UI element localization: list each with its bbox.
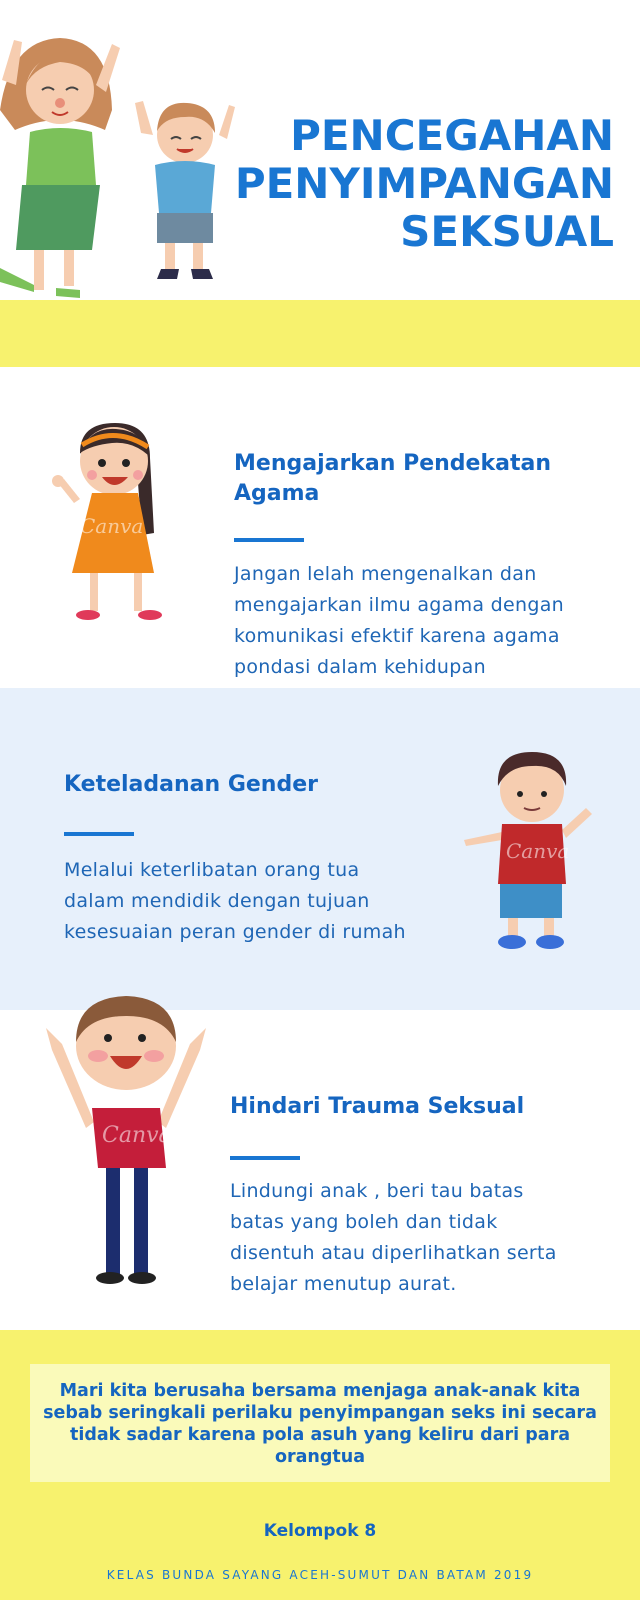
section-gender — [0, 688, 640, 1010]
child-illustration — [462, 746, 602, 966]
description-line: disentuh atau diperlihatkan serta — [230, 1242, 557, 1264]
callout-line: tidak sadar karena pola asuh yang keliru dari para — [69, 1425, 571, 1445]
callout-message — [32, 1380, 608, 1468]
description-line: dalam mendidik dengan tujuan — [64, 890, 370, 912]
description-line: mengajarkan ilmu agama dengan — [234, 594, 564, 616]
watermark-text: Canva — [102, 1123, 172, 1148]
section-heading: Keteladanan Gender — [64, 772, 318, 797]
boy-red-shirt-illustration — [38, 982, 218, 1292]
description-line: belajar menutup aurat. — [230, 1273, 457, 1295]
heading-underline — [230, 1156, 300, 1160]
section-description — [64, 855, 454, 948]
description-line: komunikasi efektif karena agama — [234, 625, 560, 647]
description-line: Lindungi anak , beri tau batas — [230, 1180, 524, 1202]
watermark-text: Canva — [506, 839, 570, 863]
description-line: batas yang boleh dan tidak — [230, 1211, 498, 1233]
heading-underline — [234, 538, 304, 542]
description-line: pondasi dalam kehidupan — [234, 656, 486, 678]
watermark-text: Canva — [80, 514, 144, 538]
title-line-2: PENYIMPANGAN — [234, 159, 614, 208]
section-religion — [0, 367, 640, 688]
group-name: Kelompok 8 — [263, 1521, 377, 1541]
callout-line: sebab seringkali perilaku penyimpangan seks ini secara — [43, 1403, 597, 1423]
callout-line: Mari kita berusaha bersama menjaga anak-anak kita — [59, 1381, 581, 1401]
callout-line: orangtua — [274, 1447, 366, 1467]
description-line: kesesuaian peran gender di rumah — [64, 921, 406, 943]
title-line-3: SEKSUAL — [400, 207, 614, 256]
boy-illustration — [135, 95, 235, 285]
page-title — [235, 112, 614, 256]
description-line: Melalui keterlibatan orang tua — [64, 859, 360, 881]
section-heading: Hindari Trauma Seksual — [230, 1094, 525, 1119]
section-trauma — [0, 1010, 640, 1330]
header — [0, 0, 640, 300]
description-line: Jangan lelah mengenalkan dan — [234, 563, 537, 585]
section-heading: Mengajarkan Pendekatan Agama — [234, 451, 551, 506]
section-description — [234, 559, 624, 683]
title-line-1: PENCEGAHAN — [290, 111, 614, 160]
class-name: KELAS BUNDA SAYANG ACEH-SUMUT DAN BATAM 2019 — [106, 1568, 534, 1582]
girl-illustration — [50, 423, 180, 633]
section-description — [230, 1176, 620, 1300]
mother-illustration — [0, 0, 150, 300]
heading-underline — [64, 832, 134, 836]
yellow-divider-band — [0, 300, 640, 367]
